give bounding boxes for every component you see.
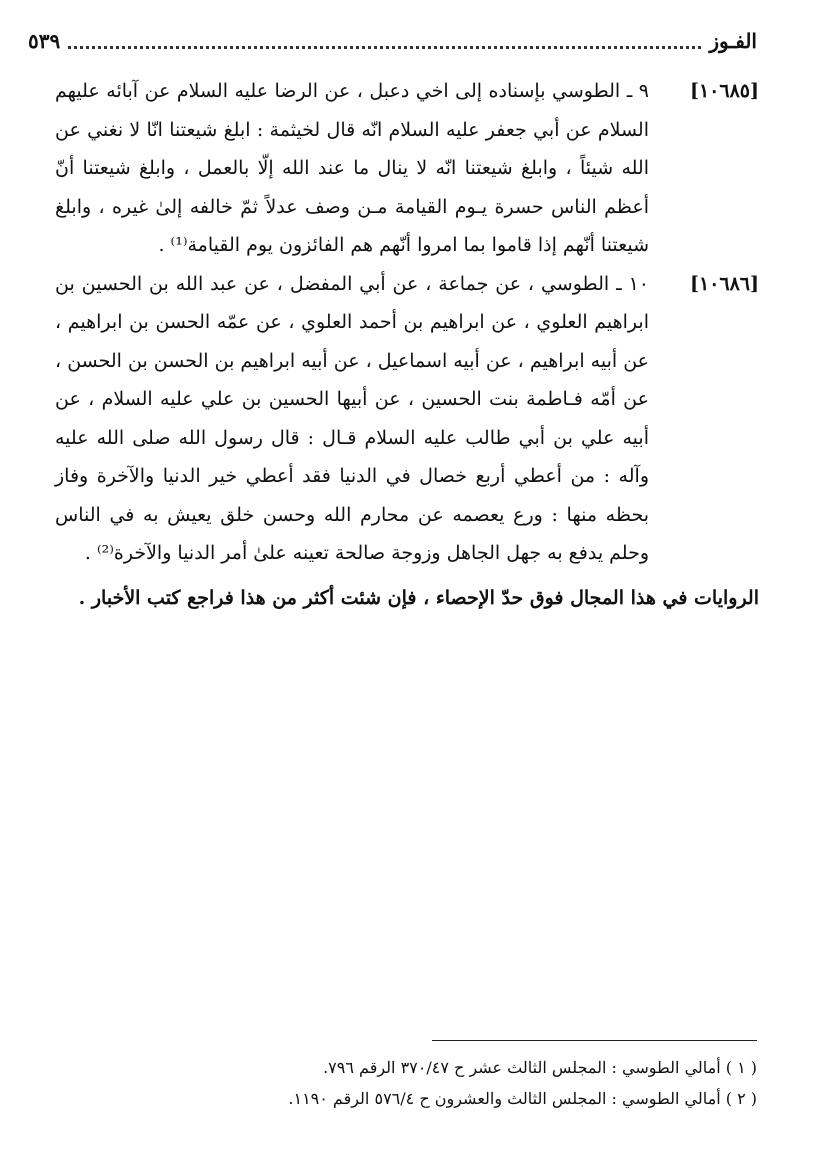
footnotes <box>240 1052 757 1114</box>
running-title: الفـوز <box>709 29 757 53</box>
hadith-sequence: ١٠ ـ <box>616 272 649 295</box>
hadith-number: [١٠٦٨٥] <box>689 80 759 102</box>
hadith-text: الطوسي ، عن جماعة ، عن أبي المفضل ، عن عبد الله بن الحسين بن ابراهيم العلوي ، عن ابراهيم بن أحمد العلوي ، عن عمّه الحسن بن ابراهيم ، عن أبيه ابراهيم ، عن أبيه اسماعيل ، عن أبيه ابراهيم بن الحسن بن الحسن ، عن أمّه فـاطمة بنت الحسين ، عن أبيها الحسين بن علي عليه السلام ، عن أبيه علي بن أبي طالب عليه السلام قـال : قال رسول الله صلى الله عليه وآله : من أعطي أربع خصال في الدنيا فقد أعطي خير الدنيا والآخرة وفاز بحظه منها : ورع يعصمه عن محارم الله وحسن خلق يعيش به في الناس وحلم يدفع به جهل الجاهل وزوجة صالحة تعينه علىٰ أمر الدنيا والآخرة⁽²⁾ . <box>55 272 649 564</box>
page-body <box>55 72 759 636</box>
page-number: ٥٣٩ <box>28 29 61 53</box>
hadith-sequence: ٩ ـ <box>626 80 649 102</box>
conclusion-paragraph: الروايات في هذا المجال فوق حدّ الإحصاء ، فإن شئت أكثر من هذا فراجع كتب الأخبار . <box>78 586 759 609</box>
page-header <box>28 26 757 56</box>
footnote-1: ( ١ ) أمالي الطوسي : المجلس الثالث عشر ح ٣٧٠/٤٧ الرقم ٧٩٦. <box>323 1058 757 1077</box>
footnote-divider <box>432 1040 757 1041</box>
hadith-paragraph <box>55 72 759 265</box>
hadith-entry <box>55 265 759 573</box>
hadith-entry <box>55 72 759 265</box>
footnote-2: ( ٢ ) أمالي الطوسي : المجلس الثالث والعشرون ح ٥٧٦/٤ الرقم ١١٩٠. <box>288 1089 757 1108</box>
hadith-text: الطوسي بإسناده إلى اخي دعبل ، عن الرضا عليه السلام عن آبائه عليهم السلام عن أبي جعفر عليه السلام انّه قال لخيثمة : ابلغ شيعتنا انّا لا نغني عن الله شيئاً ، وابلغ شيعتنا انّه لا ينال ما عند الله إلّا بالعمل ، وابلغ شيعتنا أنّ أعظم الناس حسرة يـوم القيامة مـن وصف عدلاً ثمّ خالفه إلىٰ غيره ، وابلغ شيعتنا أنّهم إذا قاموا بما امروا أنّهم هم الفائزون يوم القيامة⁽¹⁾ . <box>55 80 649 256</box>
hadith-number: [١٠٦٨٦] <box>689 272 759 295</box>
dotted-leader <box>68 46 701 49</box>
hadith-paragraph <box>55 265 759 573</box>
